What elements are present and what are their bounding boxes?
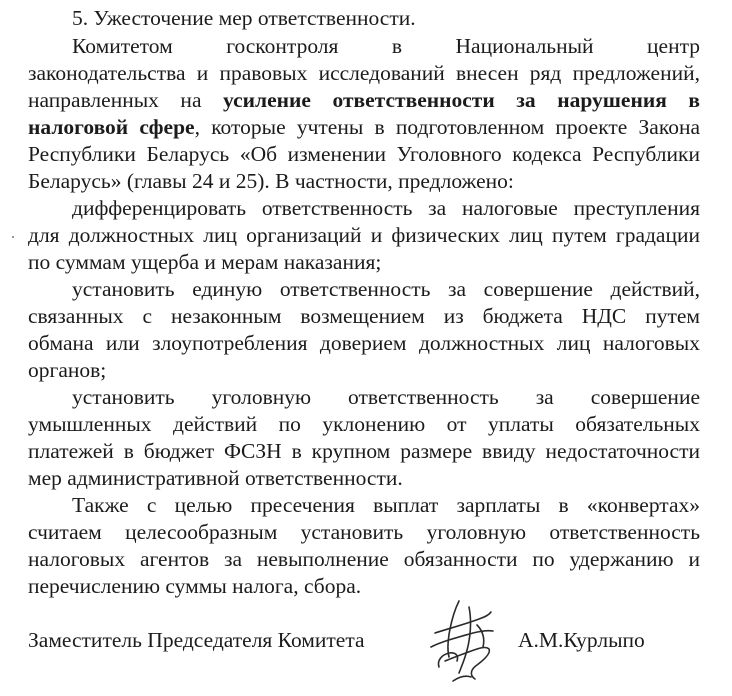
paragraph-1-line — [28, 114, 700, 140]
list-item-1-line: по суммам ущерба и мерам наказания; — [28, 250, 382, 274]
text-run: , которые учтены в подготовленном проекте Закона — [194, 115, 700, 139]
list-item-2-line: установить единую ответственность за совершение действий, — [72, 277, 700, 301]
paragraph-1-line — [28, 87, 700, 113]
paragraph-2-line: считаем целесообразным установить уголовную ответственность — [28, 520, 700, 544]
list-item-2-line: связанных с незаконным возмещением из бюджета НДС путем — [28, 304, 700, 328]
signatory-position: Заместитель Председателя Комитета — [28, 628, 365, 652]
list-item-1-line: дифференцировать ответственность за налоговые преступления — [72, 196, 700, 220]
section-heading: 5. Ужесточение мер ответственности. — [72, 6, 416, 30]
signatory-name: А.М.Курлыпо — [518, 628, 645, 652]
list-item-3-line: установить уголовную ответственность за совершение — [72, 385, 700, 409]
list-item-2-line: органов; — [28, 358, 107, 382]
handwritten-signature — [425, 595, 505, 687]
list-item-3-line: мер административной ответственности. — [28, 466, 403, 490]
list-item-2-line: обмана или злоупотребления доверием должностных лиц налоговых — [28, 331, 700, 355]
bold-emphasis: налоговой сфере — [28, 115, 195, 139]
paragraph-2-line: перечислению суммы налога, сбора. — [28, 574, 362, 598]
bold-emphasis: усиление ответственности за нарушения в — [223, 88, 700, 112]
list-item-1-line: для должностных лиц организаций и физических лиц путем градации — [28, 223, 700, 247]
paragraph-1-line: Беларусь» (главы 24 и 25). В частности, предложено: — [28, 169, 514, 193]
paragraph-2-line: Также с целью пресечения выплат зарплаты в «конвертах» — [72, 493, 700, 517]
paragraph-1-line: Республики Беларусь «Об изменении Уголовного кодекса Республики — [28, 142, 700, 166]
list-item-3-line: платежей в бюджет ФСЗН в крупном размере ввиду недостаточности — [28, 439, 700, 463]
paragraph-2-line: налоговых агентов за невыполнение обязанности по удержанию и — [28, 547, 700, 571]
list-item-3-line: умышленных действий по уклонению от уплаты обязательных — [28, 412, 700, 436]
paragraph-1-line: Комитетом госконтроля в Национальный центр — [72, 34, 700, 58]
paragraph-1-line: законодательства и правовых исследований внесен ряд предложений, — [28, 61, 700, 85]
scan-speck — [12, 236, 14, 238]
text-run: направленных на — [28, 88, 224, 112]
